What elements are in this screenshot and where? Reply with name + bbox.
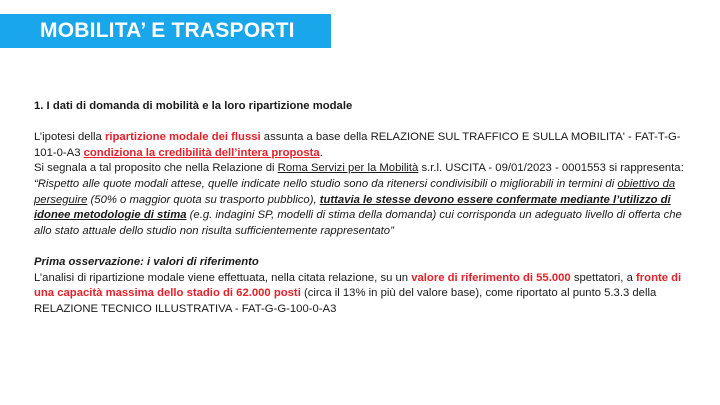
text: L’analisi di ripartizione modale viene effettuata, nella citata relazione, su un	[34, 271, 412, 284]
paragraph-modal-split	[34, 130, 696, 161]
slide-body	[34, 99, 696, 317]
text: s.r.l. USCITA - 09/01/2023 - 0001553 si rappresenta:	[418, 162, 684, 175]
highlight-modal-split: ripartizione modale dei flussi	[104, 131, 261, 144]
text: .	[319, 146, 323, 159]
paragraph-reference-values	[34, 271, 696, 318]
quote-text: (e.g. indagini SP, modelli di stima della domanda) cui corrisponda un adeguato livello di offerta che allo stato attuale dello studio non risulta sufficientemente rappresentato”	[34, 209, 682, 237]
spacer	[34, 239, 696, 255]
highlight-stadium-capacity: fronte di una capacità massima dello stadio di 62.000 posti	[34, 271, 682, 300]
text: L’ipotesi della	[34, 131, 105, 144]
text: (circa il 13% in più del valore base), come riportato al punto 5.3.3 della RELAZIONE TECNICO ILLUSTRATIVA - FAT-G-G-100-0-A3	[34, 287, 657, 315]
quote-emphasis: tuttavia le stesse devono essere confermate mediante l’utilizzo di idonee metodologie di stima	[34, 193, 671, 222]
section-heading: 1. I dati di domanda di mobilità e la loro ripartizione modale	[34, 100, 353, 112]
text: Si segnala a tal proposito che nella Relazione di	[34, 162, 278, 175]
text: assunta a base della RELAZIONE SUL TRAFFICO E SULLA MOBILITA' - FAT-T-G-101-0-A3	[34, 131, 681, 159]
quote-underlined: obiettivo da perseguire	[34, 177, 676, 206]
observation-heading: Prima osservazione: i valori di riferimento	[34, 255, 259, 268]
quote-text: (50% o maggior quota su trasporto pubblico),	[87, 193, 320, 206]
highlight-credibility: condiziona la credibilità dell’intera proposta	[83, 146, 320, 159]
paragraph-roma-servizi	[34, 161, 696, 177]
roma-servizi-underlined: Roma Servizi per la Mobilità	[277, 162, 419, 175]
text: spettatori, a	[570, 271, 637, 284]
highlight-reference-value: valore di riferimento di 55.000	[411, 271, 571, 284]
quote-text: “Rispetto alle quote modali attese, quelle indicate nello studio sono da ritenersi condivisibili o migliorabili in termini di	[34, 177, 618, 190]
slide-title: MOBILITA’ E TRASPORTI	[40, 19, 295, 42]
quote-paragraph	[34, 177, 696, 239]
title-banner	[0, 14, 331, 48]
